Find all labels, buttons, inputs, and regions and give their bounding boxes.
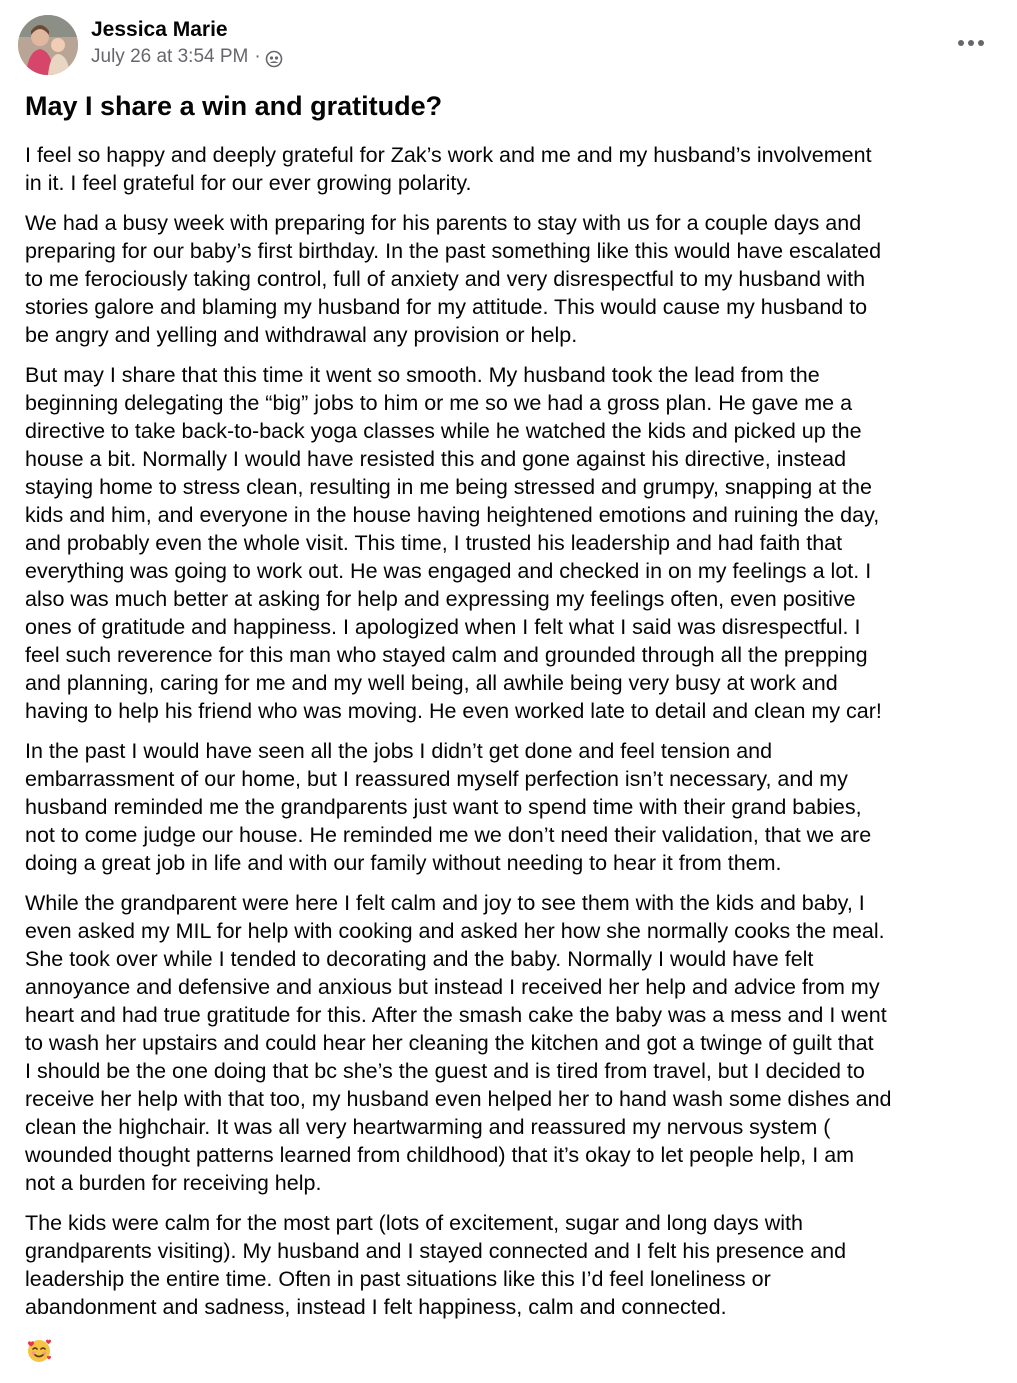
post-paragraph: We had a busy week with preparing for his parents to stay with us for a couple days and preparing for our baby’s first birthday. In the past something like this would have escalated to me ferociously taking control, full of anxiety and very disrespectful to my husband with stories galore and blaming my husband for my attitude. This would cause my husband to be angry and yelling and withdrawal any provision or help. — [25, 211, 882, 347]
smiling-face-with-hearts-icon — [25, 1336, 53, 1364]
post-paragraph: But may I share that this time it went so smooth. My husband took the lead from the beginning delegating the “big” jobs to him or me so we had a gross plan. He gave me a directive to take back-to-back yoga classes while he watched the kids and picked up the house a bit. Normally I would have resisted this and gone against his directive, instead staying home to stress clean, resulting in me being stressed and grumpy, snapping at the kids and him, and everyone in the house having heightened emotions and ruining the day, and probably even the whole visit. This time, I trusted his leadership and had faith that everything was going to work out. He was engaged and checked in on my feelings a lot. I also was much better at asking for help and expressing my feelings often, even positive ones of gratitude and happiness. I apologized when I felt what I said was disrespectful. I feel such reverence for this man who stayed calm and grounded through all the prepping and planning, caring for me and my well being, all awhile being very busy at work and having to help his friend who was moving. He even worked late to detail and clean my car! — [25, 363, 882, 723]
post-title: May I share a win and gratitude? — [25, 91, 443, 121]
author-name[interactable]: Jessica Marie — [91, 18, 228, 41]
author-avatar[interactable] — [18, 15, 78, 75]
post-paragraph: In the past I would have seen all the jobs I didn’t get done and feel tension and embarrassment of our home, but I reassured myself perfection isn’t necessary, and my husband reminded me the grandparents just want to spend time with their grand babies, not to come judge our house. He reminded me we don’t need their validation, that we are doing a great job in life and with our family without needing to hear it from them. — [25, 739, 872, 875]
meta-separator: · — [254, 46, 261, 67]
post-header — [18, 15, 998, 77]
post-paragraph: The kids were calm for the most part (lots of excitement, sugar and long days with grandparents visiting). My husband and I stayed connected and I felt his presence and leadership the entire time. Often in past situations like this I’d feel loneliness or abandonment and sadness, instead I felt happiness, calm and connected. — [25, 1211, 847, 1319]
post-meta — [91, 45, 283, 69]
post-body — [25, 141, 997, 1333]
more-options-button[interactable] — [958, 31, 992, 55]
avatar-photo-icon — [18, 15, 78, 75]
more-options-icon — [958, 40, 984, 46]
post-paragraph: While the grandparent were here I felt calm and joy to see them with the kids and baby, I even asked my MIL for help with cooking and asked her how she normally cooks the meal. She took over while I tended to decorating and the baby. Normally I would have felt annoyance and defensive and anxious but instead I received her help and advice from my heart and had true gratitude for this. After the smash cake the baby was a mess and I went to wash her upstairs and could hear her cleaning the kitchen and got a twinge of guilt that I should be the one doing that bc she’s the guest and is tired from travel, but I decided to receive her help with that too, my husband even helped her to hand wash some dishes and clean the highchair. It was all very heartwarming and reassured my nervous system ( wounded thought patterns learned from childhood) that it’s okay to let people help, I am not a burden for receiving help. — [25, 891, 892, 1195]
group-audience-icon[interactable] — [265, 50, 283, 68]
post-timestamp[interactable]: July 26 at 3:54 PM — [91, 46, 249, 67]
post-paragraph: I feel so happy and deeply grateful for Zak’s work and me and my husband’s involvement in it. I feel grateful for our ever growing polarity. — [25, 143, 872, 195]
